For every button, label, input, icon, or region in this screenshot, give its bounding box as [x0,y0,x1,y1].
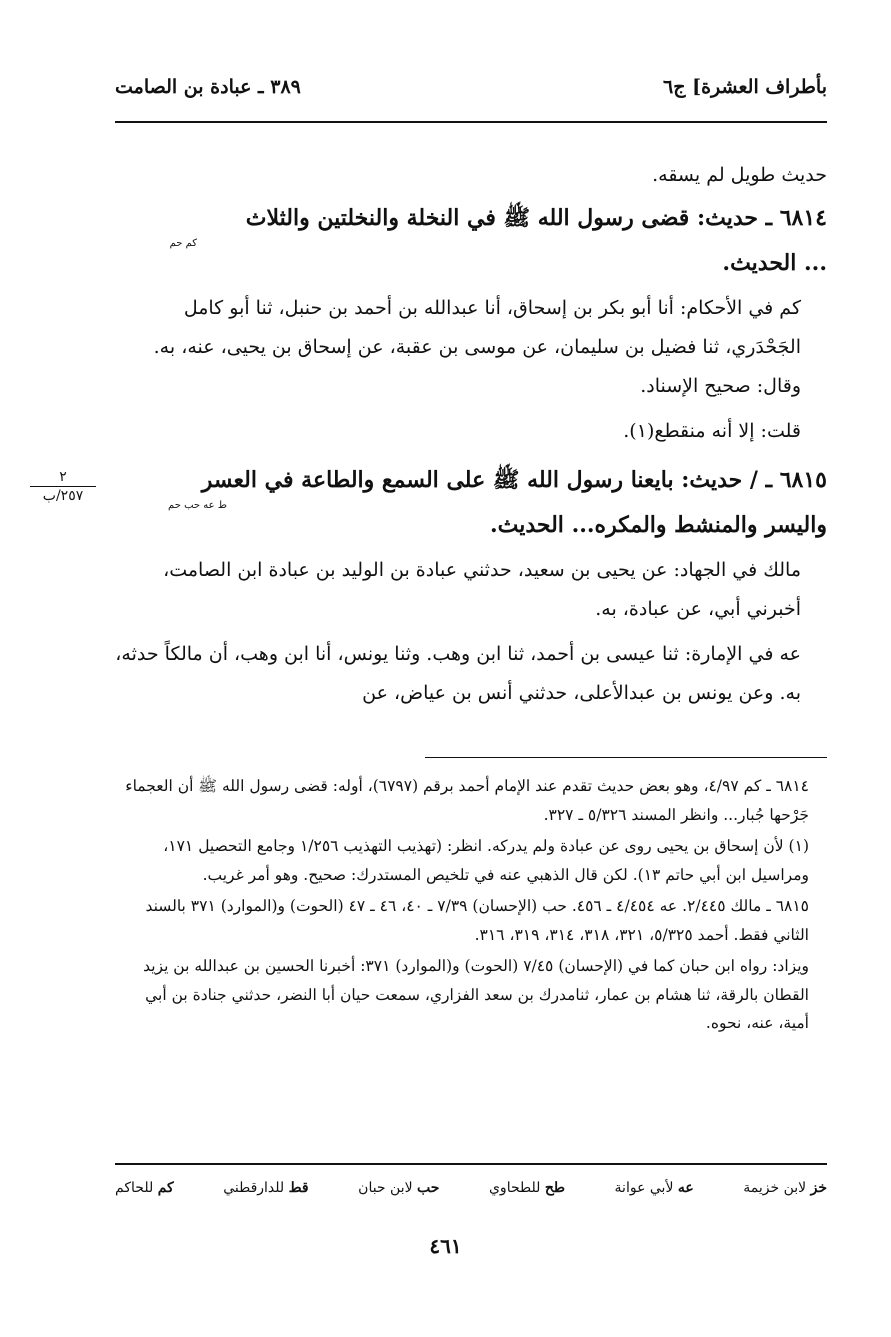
bottom-rule [115,1163,827,1165]
footnote-rule [425,757,827,758]
abbreviation-key [115,1180,827,1210]
abbr-th: طح للطحاوي [488,1180,566,1196]
abbr-ah: عه لأبي عوانة [614,1180,694,1196]
section-title: ٣٨٩ ـ عبادة بن الصامت [115,76,301,98]
hadith-6814-note: قلت: إلا أنه منقطع(١). [623,420,801,442]
footnotes [115,772,827,1041]
abbr-khz: خز لابن خزيمة [743,1180,827,1196]
abbr-km: كم للحاكم [115,1180,174,1196]
intro-line: حديث طويل لم يسقه. [652,164,827,186]
hadith-6815-continuation: واليسر والمنشط والمكره... الحديث. [489,512,827,538]
footnote-6814: ٦٨١٤ ـ كم ٤/٩٧، وهو بعض حديث تقدم عند الإمام أحمد برقم (٦٧٩٧)، أوله: قضى رسول الله ﷺ أن العجماء جَرْحها جُبار... وانظر المسند ٥/٣٢٦ ـ ٣٢٧. [125,777,809,824]
main-text [115,156,827,713]
hadith-6814-isnad: كم في الأحكام: أنا أبو بكر بن إسحاق، أنا عبدالله بن أحمد بن حنبل، ثنا أبو كامل الجَحْدَري، ثنا فضيل بن سليمان، عن موسى بن عقبة، عن إسحاق بن يحيى، عنه، به. وقال: صحيح الإسناد. [153,297,801,397]
hadith-6815-malik: مالك في الجهاد: عن يحيى بن سعيد، حدثني عبادة بن الوليد بن عبادة ابن الصامت، أخبرني أبي، عن عبادة، به. [163,559,801,620]
folio-number-top: ٢ [30,468,96,487]
footnote-6815: ٦٨١٥ ـ مالك ٢/٤٤٥. عه ٤/٤٥٤ ـ ٤٥٦. حب (الإحسان) ٧/٣٩ ـ ٤٠، ٤٦ ـ ٤٧ (الحوت) و(الموارد) ٣٧١ بالسند الثاني فقط. أحمد ٥/٣٢٥، ٣٢١، ٣١٨، ٣١٤، ٣١٩، ٣١٦. [145,897,809,944]
page-header [115,70,827,104]
abbr-qt: قط للدارقطني [223,1180,309,1196]
book-title: بأطراف العشرة] ج٦ [663,76,827,98]
header-rule [115,121,827,123]
hadith-6814-continuation: ... الحديث. [722,250,827,276]
abbr-hb: حب لابن حبان [358,1180,440,1196]
page-number: ٤٦١ [429,1234,462,1258]
hadith-6815-sigla: ط عه حب حم [168,500,227,511]
footnote-1: (١) لأن إسحاق بن يحيى روى عن عبادة ولم يدركه. انظر: (تهذيب التهذيب ١/٢٥٦ وجامع التحصيل ١٧١، ومراسيل ابن أبي حاتم ١٣). لكن قال الذهبي عنه في تلخيص المستدرك: صحيح. وهو أمر غريب. [163,837,809,884]
folio-number-bottom: ٢٥٧/ب [42,488,84,504]
hadith-6815-awana: عه في الإمارة: ثنا عيسى بن أحمد، ثنا ابن وهب. وثنا يونس، أنا ابن وهب، أن مالكاً حدثه، به. وعن يونس بن عبدالأعلى، حدثني أنس بن عياض، عن [115,643,801,704]
hadith-6815-title: ٦٨١٥ ـ / حديث: بايعنا رسول الله ﷺ على السمع والطاعة في العسر [201,467,827,493]
footnote-addition: ويزاد: رواه ابن حبان كما في (الإحسان) ٧/٤٥ (الحوت) و(الموارد) ٣٧١: أخبرنا الحسين بن عبدالله بن يزيد القطان بالرقة، ثنا هشام بن عمار، ثنامدرك بن سعد الفزاري، سمعت حيان أبا النضر، حدثني جنادة بن أبي أمية، عنه، نحوه. [143,957,809,1032]
folio-margin-note [30,468,96,505]
hadith-6814-title: ٦٨١٤ ـ حديث: قضى رسول الله ﷺ في النخلة والنخلتين والثلاث [245,205,827,231]
hadith-6814-sigla: كم حم [169,238,197,249]
